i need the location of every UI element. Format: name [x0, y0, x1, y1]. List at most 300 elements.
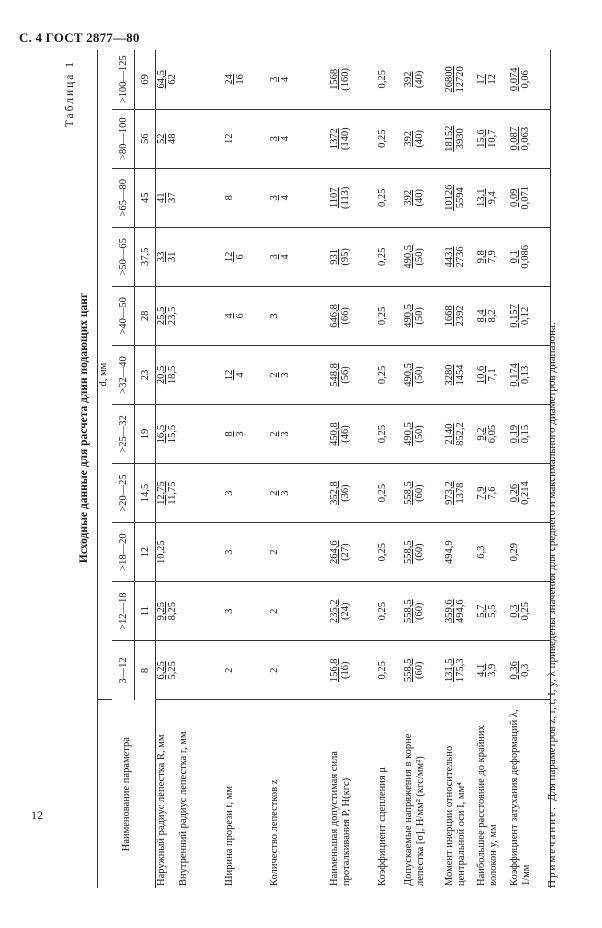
- value-cell: [156, 404, 179, 463]
- range-cell: >65—80: [112, 168, 135, 227]
- cell-value-second: 10,7: [487, 129, 498, 148]
- cell-value-main: 646,8: [329, 304, 340, 328]
- cell-value-second: (56): [340, 366, 351, 384]
- cell-value-second: (66): [340, 307, 351, 325]
- value-cell: [156, 50, 179, 109]
- cell-value-main: 8: [224, 195, 235, 201]
- cell-value-second: 4: [280, 254, 291, 260]
- value-cell: [178, 286, 224, 345]
- param-header: Наименование параметра: [98, 700, 156, 888]
- value-cell: [403, 641, 444, 700]
- cell-value-main: 490,5: [403, 422, 414, 446]
- cell-value-second: 1454: [455, 364, 466, 386]
- table-row: [178, 50, 224, 888]
- range-cell: >20—25: [112, 464, 135, 523]
- cell-value-second: 3: [280, 431, 291, 437]
- cell-value-second: 0,13: [520, 365, 531, 385]
- value-cell: [476, 464, 509, 523]
- cell-value-main: 0,074: [509, 67, 520, 92]
- cell-value-second: 852,2: [455, 422, 466, 446]
- cell-value-second: 6: [235, 313, 246, 319]
- cell-value-second: (60): [414, 602, 425, 620]
- cell-value-second: (40): [414, 129, 425, 148]
- cell-value-main: 2: [269, 372, 280, 378]
- value-cell: [329, 50, 377, 109]
- cell-value-main: 8,4: [476, 309, 487, 323]
- cell-value-main: 2: [269, 608, 280, 614]
- param-name: Внутренний радиус лепестка r, мм: [178, 731, 189, 886]
- cell-value-main: 0,174: [509, 363, 520, 387]
- cell-value-second: 23,5: [167, 306, 178, 326]
- value-cell: [156, 286, 179, 345]
- value-cell: [224, 523, 269, 582]
- value-cell: [377, 404, 403, 463]
- cell-value-main: 0,25: [377, 661, 388, 680]
- cell-value-second: 1378: [455, 482, 466, 504]
- range-cell: >25—32: [112, 404, 135, 463]
- param-name: Коэффициент затухания деформаций λ, 1/мм: [509, 700, 550, 888]
- cell-value-main: 4431: [444, 246, 455, 268]
- value-cell: [329, 168, 377, 227]
- cell-value-second: (113): [340, 186, 351, 209]
- value-cell: [329, 227, 377, 286]
- range-cell: 3—12: [112, 641, 135, 700]
- value-cell: [178, 464, 224, 523]
- cell-value-main: 24: [224, 74, 235, 85]
- cell-value-main: 0,09: [509, 188, 520, 207]
- cell-value-main: 0,36: [509, 661, 520, 680]
- param-name: Количество лепестков z: [269, 779, 280, 886]
- cell-value-main: 3280: [444, 364, 455, 386]
- value-cell: [224, 345, 269, 404]
- cell-value-main: 2: [269, 549, 280, 555]
- value-cell: [178, 50, 224, 109]
- cell-value-main: 494,9: [444, 540, 455, 564]
- cell-value-second: (160): [340, 67, 351, 91]
- cell-value-main: 25,5: [156, 306, 167, 326]
- value-cell: [444, 345, 476, 404]
- cell-value-second: 3,9: [487, 663, 498, 677]
- cell-value-main: 52: [156, 133, 167, 144]
- d-value-cell: 14,5: [135, 464, 156, 523]
- cell-value-second: (50): [414, 425, 425, 443]
- value-cell: [444, 582, 476, 641]
- table-row: [476, 50, 509, 888]
- value-cell: [156, 227, 179, 286]
- value-cell: [377, 345, 403, 404]
- param-name: Ширина прорези t, мм: [224, 786, 235, 886]
- value-cell: [403, 345, 444, 404]
- cell-value-main: 5,7: [476, 604, 487, 618]
- range-cell: >32—40: [112, 345, 135, 404]
- value-cell: [403, 50, 444, 109]
- data-table: [97, 50, 551, 888]
- cell-value-main: 7,9: [476, 486, 487, 500]
- d-value-cell: 11: [135, 582, 156, 641]
- range-cell: >80—100: [112, 109, 135, 168]
- value-cell: [509, 464, 550, 523]
- table-row: [269, 50, 329, 888]
- value-cell: [224, 464, 269, 523]
- cell-value-second: 0,06: [520, 70, 531, 89]
- cell-value-second: (24): [340, 602, 351, 620]
- value-cell: [444, 404, 476, 463]
- cell-value-main: 18152: [444, 125, 455, 152]
- cell-value-main: 9,2: [476, 427, 487, 441]
- d-value-cell: 56: [135, 109, 156, 168]
- cell-value-main: 20,5: [156, 365, 167, 385]
- cell-value-main: 392: [403, 130, 414, 147]
- value-cell: [403, 464, 444, 523]
- cell-value-second: (27): [340, 543, 351, 561]
- value-cell: [377, 523, 403, 582]
- value-cell: [509, 582, 550, 641]
- value-cell: [178, 523, 224, 582]
- value-cell: [329, 641, 377, 700]
- value-cell: [444, 464, 476, 523]
- cell-value-main: 131,5: [444, 658, 455, 683]
- value-cell: [476, 404, 509, 463]
- cell-value-second: 37: [167, 192, 178, 203]
- value-cell: [269, 582, 329, 641]
- cell-value-main: 558,5: [403, 540, 414, 564]
- value-cell: [377, 582, 403, 641]
- cell-value-main: 0,25: [377, 70, 388, 89]
- range-cell: >18—20: [112, 523, 135, 582]
- cell-value-second: (50): [414, 307, 425, 325]
- cell-value-second: 8,25: [167, 602, 178, 621]
- cell-value-second: (36): [340, 484, 351, 502]
- value-cell: [224, 641, 269, 700]
- cell-value-main: 10126: [444, 184, 455, 211]
- cell-value-second: 2392: [455, 305, 466, 327]
- value-cell: [329, 109, 377, 168]
- cell-value-main: 17: [476, 74, 487, 85]
- cell-value-second: 7,1: [487, 368, 498, 382]
- cell-value-second: 494,6: [455, 599, 466, 623]
- cell-value-main: 3: [269, 195, 280, 201]
- cell-value-main: 264,6: [329, 540, 340, 564]
- table-row: [444, 50, 476, 888]
- value-cell: [403, 582, 444, 641]
- cell-value-main: 16,5: [156, 424, 167, 444]
- value-cell: [269, 168, 329, 227]
- cell-value-second: 3: [235, 431, 246, 437]
- cell-value-second: 0,3: [520, 663, 531, 677]
- value-cell: [156, 345, 179, 404]
- cell-value-second: (50): [414, 366, 425, 384]
- cell-value-second: 4: [280, 76, 291, 82]
- cell-value-second: (60): [414, 543, 425, 561]
- cell-value-second: 11,75: [167, 481, 178, 505]
- cell-value-second: 5594: [455, 187, 466, 209]
- table-note: [546, 58, 558, 888]
- range-cell: >12—18: [112, 582, 135, 641]
- cell-value-main: 0,19: [509, 424, 520, 444]
- value-cell: [444, 50, 476, 109]
- cell-value-main: 359,6: [444, 599, 455, 623]
- cell-value-second: 31: [167, 251, 178, 263]
- value-cell: [178, 641, 224, 700]
- table-row: [156, 50, 179, 888]
- cell-value-main: 3: [224, 549, 235, 555]
- cell-value-main: 558,5: [403, 481, 414, 505]
- cell-value-second: 7,9: [487, 250, 498, 264]
- cell-value-main: 26800: [444, 66, 455, 93]
- cell-value-main: 0,087: [509, 126, 520, 151]
- value-cell: [156, 582, 179, 641]
- value-cell: [403, 523, 444, 582]
- cell-value-second: 3: [280, 372, 291, 378]
- value-cell: [509, 641, 550, 700]
- value-cell: [269, 109, 329, 168]
- value-cell: [377, 641, 403, 700]
- cell-value-second: 9,4: [487, 191, 498, 205]
- cell-value-main: 15,6: [476, 129, 487, 148]
- cell-value-second: 0,214: [520, 481, 531, 505]
- value-cell: [444, 227, 476, 286]
- cell-value-main: 558,5: [403, 599, 414, 623]
- value-cell: [224, 109, 269, 168]
- value-cell: [444, 168, 476, 227]
- value-cell: [269, 227, 329, 286]
- value-cell: [178, 168, 224, 227]
- cell-value-main: 235,2: [329, 599, 340, 623]
- cell-value-second: 0,086: [520, 245, 531, 269]
- cell-value-main: 0,1: [509, 250, 520, 264]
- cell-value-main: 973,2: [444, 481, 455, 505]
- cell-value-second: 48: [167, 133, 178, 144]
- cell-value-second: (40): [414, 70, 425, 89]
- cell-value-second: (40): [414, 189, 425, 207]
- cell-value-second: 0,15: [520, 424, 531, 444]
- cell-value-main: 392: [403, 71, 414, 88]
- param-name: Допускаемые напряжения в корне лепестка [σ], Н/мм² (кгс/мм²): [403, 733, 426, 886]
- value-cell: [178, 404, 224, 463]
- param-name: Наибольшее расстояние до крайних волокон y, мм: [476, 725, 499, 886]
- cell-value-main: 548,8: [329, 363, 340, 387]
- value-cell: [224, 168, 269, 227]
- cell-value-main: 12,75: [156, 481, 167, 505]
- d-value-cell: 45: [135, 168, 156, 227]
- cell-value-main: 6,3: [476, 545, 487, 559]
- d-value-cell: 69: [135, 50, 156, 109]
- value-cell: [476, 286, 509, 345]
- cell-value-second: 16: [235, 74, 246, 85]
- table-body: [156, 50, 551, 888]
- cell-value-second: 18,5: [167, 365, 178, 385]
- cell-value-second: (60): [414, 484, 425, 502]
- cell-value-second: 5,5: [487, 604, 498, 618]
- cell-value-second: 12720: [455, 66, 466, 93]
- value-cell: [509, 523, 550, 582]
- cell-value-main: 41: [156, 192, 167, 203]
- value-cell: [509, 227, 550, 286]
- cell-value-main: 12: [224, 369, 235, 381]
- cell-value-second: 4: [235, 372, 246, 378]
- value-cell: [509, 109, 550, 168]
- cell-value-main: 3: [269, 136, 280, 142]
- cell-value-second: 4: [280, 136, 291, 142]
- value-cell: [329, 523, 377, 582]
- cell-value-second: 2736: [455, 246, 466, 268]
- value-cell: [403, 227, 444, 286]
- cell-value-main: 490,5: [403, 363, 414, 387]
- value-cell: [269, 404, 329, 463]
- cell-value-second: 175,3: [455, 658, 466, 683]
- value-cell: [476, 641, 509, 700]
- param-name: Наружный радиус лепестка R, мм: [156, 734, 167, 886]
- value-cell: [509, 345, 550, 404]
- cell-value-main: 0,29: [509, 542, 520, 562]
- value-cell: [329, 345, 377, 404]
- value-cell: [444, 286, 476, 345]
- cell-value-main: 0,25: [377, 602, 388, 621]
- cell-value-main: 1668: [444, 305, 455, 327]
- cell-value-main: 2: [224, 667, 235, 673]
- cell-value-main: 10,6: [476, 365, 487, 385]
- cell-value-main: 352,8: [329, 481, 340, 505]
- value-cell: [224, 227, 269, 286]
- cell-value-main: 0,25: [377, 365, 388, 385]
- d-value-cell: 8: [135, 641, 156, 700]
- cell-value-main: 3: [269, 313, 280, 319]
- value-cell: [156, 109, 179, 168]
- cell-value-main: 0,157: [509, 304, 520, 328]
- value-cell: [476, 109, 509, 168]
- table-label: Таблица 1: [64, 60, 76, 128]
- value-cell: [269, 464, 329, 523]
- cell-value-main: 490,5: [403, 245, 414, 269]
- cell-value-main: 10,25: [156, 540, 167, 564]
- cell-value-main: 931: [329, 248, 340, 265]
- table-row: [509, 50, 550, 888]
- d-value-cell: 28: [135, 286, 156, 345]
- value-cell: [178, 227, 224, 286]
- value-cell: [377, 109, 403, 168]
- cell-value-main: 156,8: [329, 658, 340, 683]
- cell-value-main: 1568: [329, 68, 340, 90]
- value-cell: [476, 523, 509, 582]
- cell-value-main: 2140: [444, 423, 455, 445]
- cell-value-second: (95): [340, 248, 351, 266]
- cell-value-second: 62: [167, 74, 178, 85]
- value-cell: [403, 404, 444, 463]
- table-row: [329, 50, 377, 888]
- cell-value-second: 0,063: [520, 126, 531, 151]
- value-cell: [444, 109, 476, 168]
- param-name: Момент инерции относительно центральной оси I, мм⁴: [444, 745, 467, 886]
- cell-value-second: 5,25: [167, 661, 178, 680]
- cell-value-main: 0,25: [377, 483, 388, 503]
- cell-value-main: 9,25: [156, 602, 167, 621]
- value-cell: [377, 227, 403, 286]
- value-cell: [509, 286, 550, 345]
- value-cell: [224, 50, 269, 109]
- value-cell: [269, 345, 329, 404]
- value-cell: [178, 109, 224, 168]
- cell-value-second: 8,2: [487, 309, 498, 323]
- value-cell: [444, 523, 476, 582]
- value-cell: [329, 286, 377, 345]
- cell-value-main: 9,8: [476, 250, 487, 264]
- d-value-cell: 12: [135, 523, 156, 582]
- value-cell: [509, 404, 550, 463]
- cell-value-main: 64,5: [156, 70, 167, 89]
- cell-value-second: (46): [340, 425, 351, 443]
- range-cell: >100—125: [112, 50, 135, 109]
- cell-value-main: 0,25: [377, 188, 388, 207]
- d-value-cell: 23: [135, 345, 156, 404]
- value-cell: [329, 582, 377, 641]
- cell-value-second: 0,071: [520, 185, 531, 210]
- cell-value-main: 8: [224, 431, 235, 437]
- value-cell: [224, 286, 269, 345]
- value-cell: [476, 50, 509, 109]
- cell-value-main: 13,1: [476, 188, 487, 207]
- cell-value-second: 6,05: [487, 424, 498, 444]
- d-value-cell: 19: [135, 404, 156, 463]
- value-cell: [329, 464, 377, 523]
- cell-value-main: 0,25: [377, 129, 388, 148]
- value-cell: [178, 345, 224, 404]
- cell-value-main: 3: [269, 254, 280, 260]
- cell-value-main: 392: [403, 189, 414, 206]
- cell-value-main: 2: [269, 490, 280, 496]
- value-cell: [269, 523, 329, 582]
- cell-value-main: 2: [269, 667, 280, 673]
- cell-value-main: 4: [224, 313, 235, 319]
- value-cell: [403, 168, 444, 227]
- value-cell: [269, 50, 329, 109]
- table-row: [377, 50, 403, 888]
- cell-value-second: (50): [414, 248, 425, 266]
- cell-value-second: 3930: [455, 128, 466, 150]
- value-cell: [509, 168, 550, 227]
- note-prefix: Примечание.: [546, 805, 558, 888]
- cell-value-main: 0,25: [377, 424, 388, 444]
- cell-value-main: 490,5: [403, 304, 414, 328]
- cell-value-main: 1107: [329, 187, 340, 209]
- cell-value-second: 0,12: [520, 306, 531, 326]
- value-cell: [476, 227, 509, 286]
- cell-value-second: 7,6: [487, 486, 498, 500]
- value-cell: [224, 582, 269, 641]
- value-cell: [156, 464, 179, 523]
- cell-value-main: 558,5: [403, 658, 414, 683]
- value-cell: [269, 641, 329, 700]
- value-cell: [156, 523, 179, 582]
- cell-value-second: (140): [340, 127, 351, 151]
- cell-value-main: 3: [269, 76, 280, 82]
- cell-value-second: 12: [487, 74, 498, 85]
- value-cell: [476, 345, 509, 404]
- cell-value-second: 6: [235, 254, 246, 260]
- cell-value-main: 3: [224, 490, 235, 496]
- cell-value-second: 4: [280, 195, 291, 201]
- range-cell: >50—65: [112, 227, 135, 286]
- value-cell: [156, 641, 179, 700]
- param-name: Коэффициент сцепления μ: [377, 767, 388, 886]
- page-header: С. 4 ГОСТ 2877—80: [19, 30, 140, 45]
- value-cell: [377, 286, 403, 345]
- table-title: Исходные данные для расчета длин подающих цанг: [78, 292, 90, 564]
- note-text: Для параметров z, r, t, I, y, λ приведены значения для среднего и максимального диаметров диапазона.: [546, 322, 558, 802]
- value-cell: [476, 168, 509, 227]
- cell-value-second: 15,5: [167, 424, 178, 444]
- cell-value-second: 3: [280, 490, 291, 496]
- cell-value-main: 33: [156, 251, 167, 263]
